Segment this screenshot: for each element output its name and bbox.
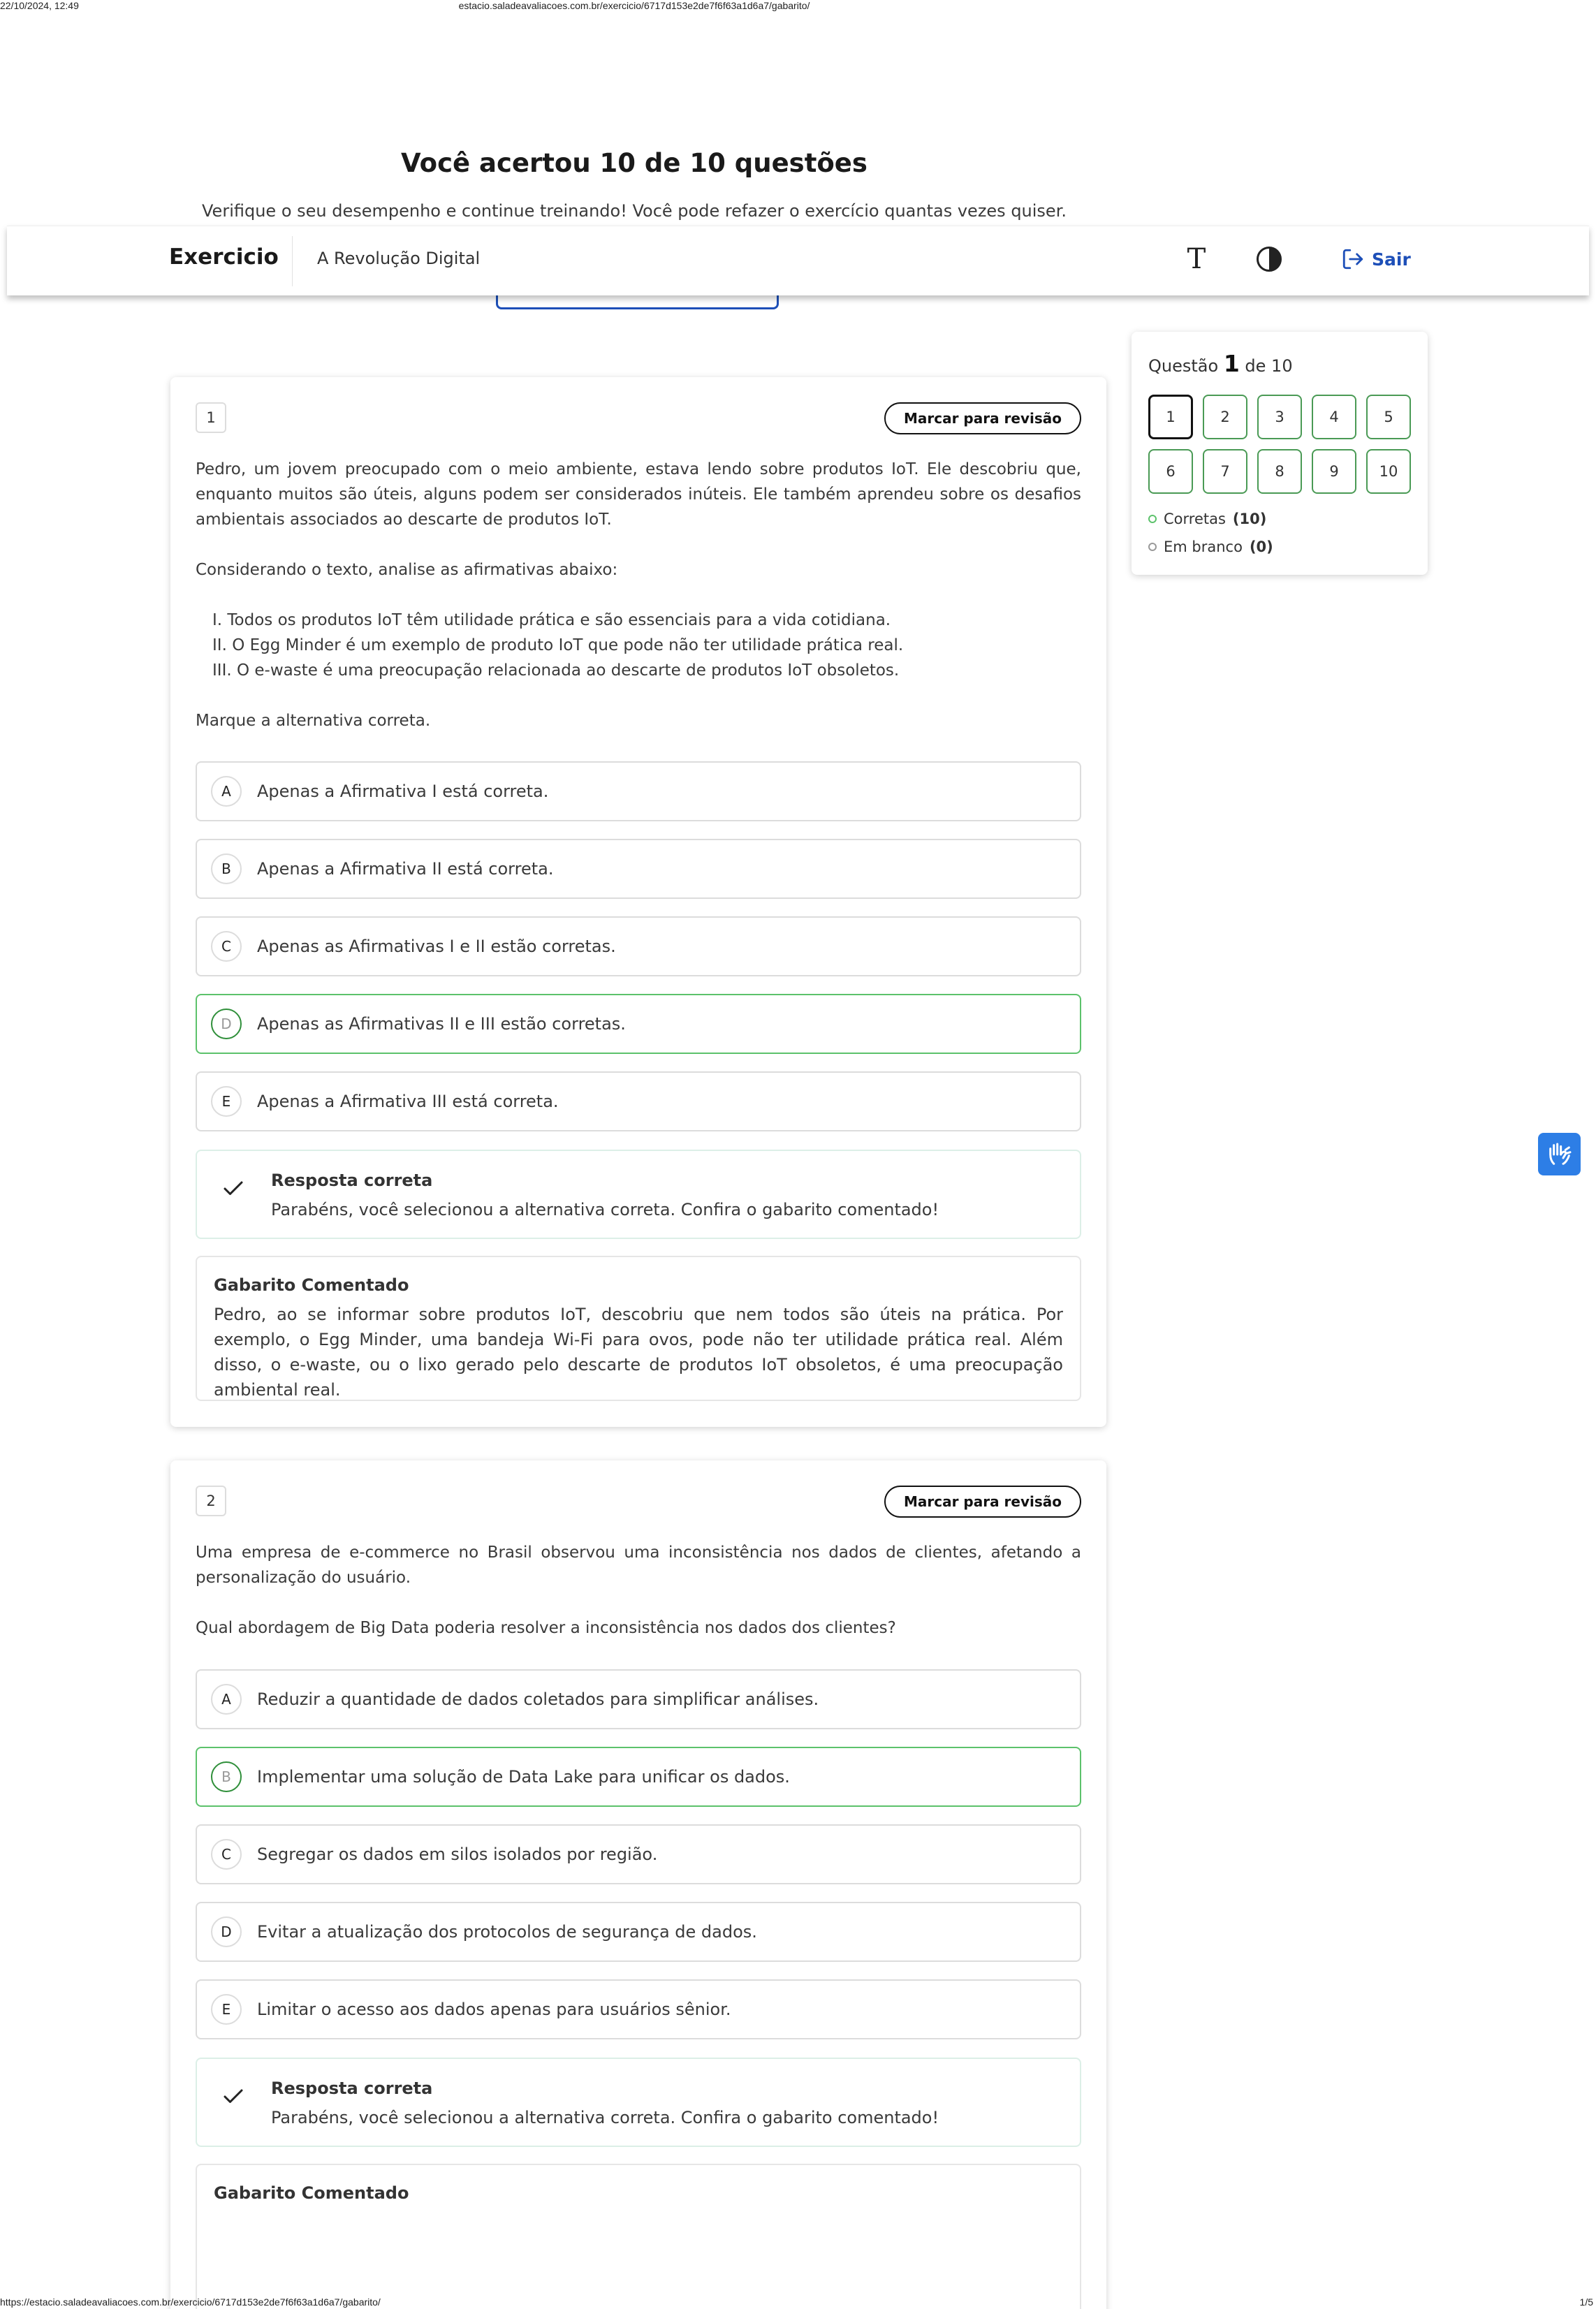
contrast-icon[interactable] bbox=[1252, 242, 1287, 277]
gabarito-box bbox=[196, 1256, 1081, 1401]
check-icon bbox=[221, 1176, 246, 1201]
nav-question-4[interactable]: 4 bbox=[1312, 395, 1356, 439]
feedback-box bbox=[196, 2058, 1081, 2147]
option-d[interactable]: D Evitar a atualização dos protocolos de segurança de dados. bbox=[196, 1902, 1081, 1962]
header-divider bbox=[292, 236, 293, 286]
nav-question-9[interactable]: 9 bbox=[1312, 449, 1356, 494]
blank-dot-icon bbox=[1148, 543, 1157, 551]
question-card-1 bbox=[170, 377, 1106, 1427]
logout-label: Sair bbox=[1372, 249, 1411, 270]
result-title: Você acertou 10 de 10 questões bbox=[401, 148, 867, 178]
option-d-selected[interactable]: D Apenas as Afirmativas II e III estão corretas. bbox=[196, 994, 1081, 1054]
print-page-number: 1/5 bbox=[1579, 2296, 1593, 2308]
logout-button[interactable] bbox=[1341, 247, 1411, 271]
feedback-box bbox=[196, 1150, 1081, 1239]
mark-review-button[interactable]: Marcar para revisão bbox=[884, 402, 1081, 434]
feedback-title: Resposta correta bbox=[271, 2079, 433, 2098]
font-size-icon[interactable]: T bbox=[1187, 243, 1206, 275]
gabarito-box bbox=[196, 2164, 1081, 2309]
gabarito-title: Gabarito Comentado bbox=[214, 2183, 409, 2203]
feedback-title: Resposta correta bbox=[271, 1171, 433, 1190]
gabarito-title: Gabarito Comentado bbox=[214, 1275, 409, 1295]
nav-question-1[interactable]: 1 bbox=[1148, 395, 1193, 439]
legend-correct: Corretas (10) bbox=[1148, 511, 1266, 527]
statement-2: II. O Egg Minder é um exemplo de produto IoT que pode não ter utilidade prática real. bbox=[212, 636, 904, 654]
legend-blank: Em branco (0) bbox=[1148, 538, 1273, 555]
option-c[interactable]: C Segregar os dados em silos isolados por região. bbox=[196, 1824, 1081, 1884]
result-subtitle: Verifique o seu desempenho e continue treinando! Você pode refazer o exercício quantas vezes quiser. bbox=[202, 201, 1067, 221]
option-e[interactable]: E Apenas a Afirmativa III está correta. bbox=[196, 1071, 1081, 1131]
course-title: A Revolução Digital bbox=[317, 249, 481, 268]
option-c[interactable]: C Apenas as Afirmativas I e II estão corretas. bbox=[196, 916, 1081, 976]
question-navigator bbox=[1132, 332, 1428, 575]
logout-icon bbox=[1341, 247, 1365, 271]
gabarito-text: Pedro, ao se informar sobre produtos IoT, descobriu que nem todos são úteis na prática. Por exemplo, o Egg Minder, uma bandeja Wi-Fi para ovos, pode não ter utilidade prática real. Além disso, o e-waste, ou o lixo gerado pelo descarte de produtos IoT obsoletos, é uma preocupação ambiental real. bbox=[214, 1305, 1063, 1400]
navigator-title: Questão 1 de 10 bbox=[1148, 350, 1293, 377]
print-url-footer: https://estacio.saladeavaliacoes.com.br/exercicio/6717d153e2de7f6f63a1d6a7/gabarito/ bbox=[0, 2296, 381, 2308]
print-url-header: estacio.saladeavaliacoes.com.br/exercicio/6717d153e2de7f6f63a1d6a7/gabarito/ bbox=[458, 0, 810, 11]
nav-question-3[interactable]: 3 bbox=[1257, 395, 1302, 439]
action-button-edge[interactable] bbox=[496, 295, 779, 309]
option-e[interactable]: E Limitar o acesso aos dados apenas para usuários sênior. bbox=[196, 1979, 1081, 2039]
question-statement: Uma empresa de e-commerce no Brasil observou uma inconsistência nos dados de clientes, afetando a personalização do usuário. Qual abordagem de Big Data poderia resolver a inconsistência nos dados dos clientes? bbox=[196, 1544, 1081, 1637]
check-icon bbox=[221, 2084, 246, 2109]
sign-language-widget[interactable] bbox=[1538, 1133, 1581, 1175]
correct-dot-icon bbox=[1148, 515, 1157, 523]
option-b-selected[interactable]: B Implementar uma solução de Data Lake para unificar os dados. bbox=[196, 1747, 1081, 1807]
statement-3: III. O e-waste é uma preocupação relacionada ao descarte de produtos IoT obsoletos. bbox=[212, 661, 900, 680]
mark-review-button[interactable]: Marcar para revisão bbox=[884, 1486, 1081, 1518]
nav-question-2[interactable]: 2 bbox=[1203, 395, 1247, 439]
print-datetime: 22/10/2024, 12:49 bbox=[0, 0, 79, 11]
nav-question-10[interactable]: 10 bbox=[1366, 449, 1411, 494]
option-a[interactable]: A Apenas a Afirmativa I está correta. bbox=[196, 761, 1081, 821]
hands-icon bbox=[1546, 1141, 1574, 1168]
nav-question-6[interactable]: 6 bbox=[1148, 449, 1193, 494]
feedback-text: Parabéns, você selecionou a alternativa correta. Confira o gabarito comentado! bbox=[271, 1200, 939, 1219]
option-b[interactable]: B Apenas a Afirmativa II está correta. bbox=[196, 839, 1081, 899]
question-card-2 bbox=[170, 1460, 1106, 2309]
nav-question-7[interactable]: 7 bbox=[1203, 449, 1247, 494]
brand-title: Exercicio bbox=[169, 244, 279, 270]
nav-question-8[interactable]: 8 bbox=[1257, 449, 1302, 494]
top-bar bbox=[7, 226, 1589, 295]
question-statement: Pedro, um jovem preocupado com o meio ambiente, estava lendo sobre produtos IoT. Ele descobriu que, enquanto muitos são úteis, alguns podem ser considerados inúteis. Ele também aprendeu sobre os desafios ambientais associados ao descarte de produtos IoT. Considerando o texto, analise as afirmativas abaixo: I. Todos os produtos IoT têm utilidade prática e são essenciais para a vida cotidiana. II. O Egg Minder é um exemplo de produto IoT que pode não ter utilidade prática real. III. O e-waste é uma preocupação relacionada ao descarte de produtos IoT obsoletos. Marque a alternativa correta. bbox=[196, 460, 1081, 730]
nav-question-5[interactable]: 5 bbox=[1366, 395, 1411, 439]
statement-1: I. Todos os produtos IoT têm utilidade prática e são essenciais para a vida cotidiana. bbox=[212, 611, 891, 629]
question-number: 1 bbox=[196, 402, 226, 433]
feedback-text: Parabéns, você selecionou a alternativa correta. Confira o gabarito comentado! bbox=[271, 2108, 939, 2127]
option-a[interactable]: A Reduzir a quantidade de dados coletados para simplificar análises. bbox=[196, 1669, 1081, 1729]
question-number: 2 bbox=[196, 1486, 226, 1516]
